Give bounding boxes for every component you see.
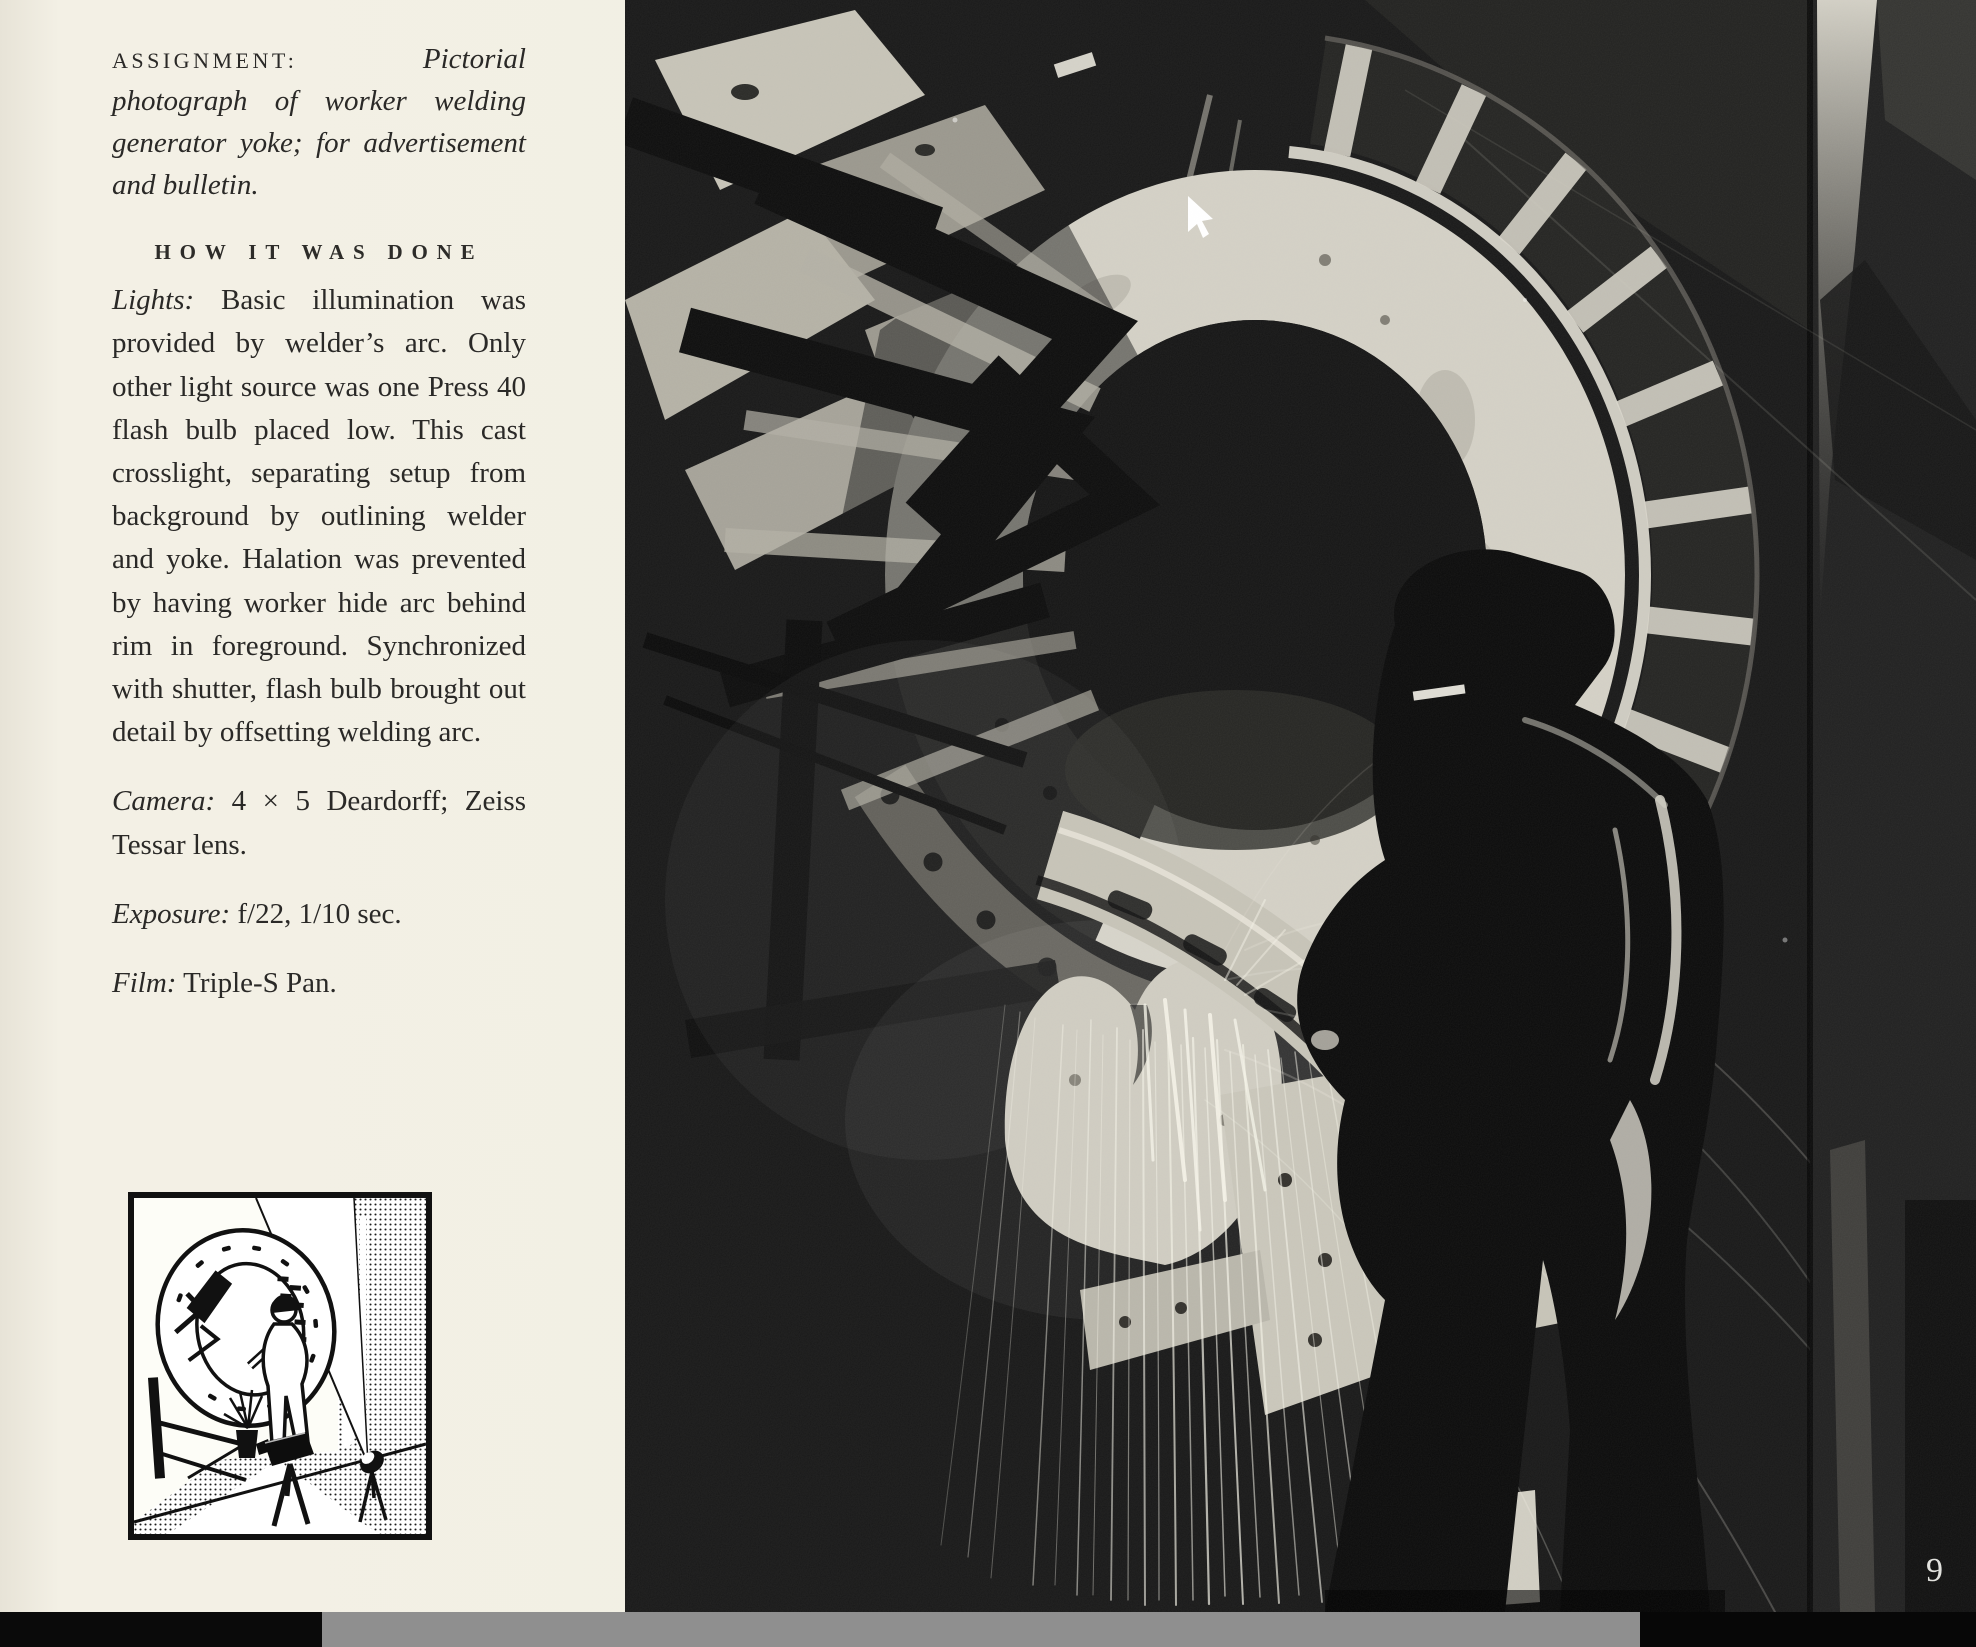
welding-photo — [625, 0, 1976, 1612]
film-text: Triple-S Pan. — [183, 967, 337, 1000]
film-grain — [625, 0, 1976, 1612]
lights-paragraph — [112, 279, 526, 754]
exposure-text: f/22, 1/10 sec. — [237, 897, 402, 930]
exposure-label: Exposure: — [112, 897, 231, 930]
page-number: 9 — [1926, 1552, 1944, 1589]
scan-strip-left — [0, 1612, 322, 1647]
setup-diagram — [128, 1192, 432, 1540]
camera-label: Camera: — [112, 785, 216, 818]
assignment-label: ASSIGNMENT: — [112, 48, 298, 73]
text-column — [112, 38, 526, 1031]
lights-text: Basic illumination was provided by welder’s arc. Only other light source was one Press 40 flash bulb placed low. This cast crosslight, separating setup from background by outlining welder and yoke. Halation was prevented by having worker hide arc behind rim in foreground. Synchronized with shutter, flash bulb brought out detail by offsetting welding arc. — [112, 284, 526, 749]
camera-paragraph — [112, 780, 526, 866]
camera-text: 4 × 5 Deardorff; Zeiss Tessar lens. — [112, 785, 527, 861]
assignment-text: Pictorial photograph of worker welding generator yoke; for advertisement and bulletin. — [112, 43, 526, 202]
exposure-paragraph — [112, 893, 526, 936]
film-label: Film: — [112, 967, 177, 1000]
scan-edge-strip — [0, 1612, 1976, 1647]
assignment-paragraph — [112, 38, 526, 206]
how-it-was-done-heading: HOW IT WAS DONE — [154, 240, 484, 265]
film-paragraph — [112, 962, 526, 1005]
scan-strip-middle — [322, 1612, 1640, 1647]
lights-label: Lights: — [112, 284, 195, 317]
scan-strip-right — [1640, 1612, 1976, 1647]
